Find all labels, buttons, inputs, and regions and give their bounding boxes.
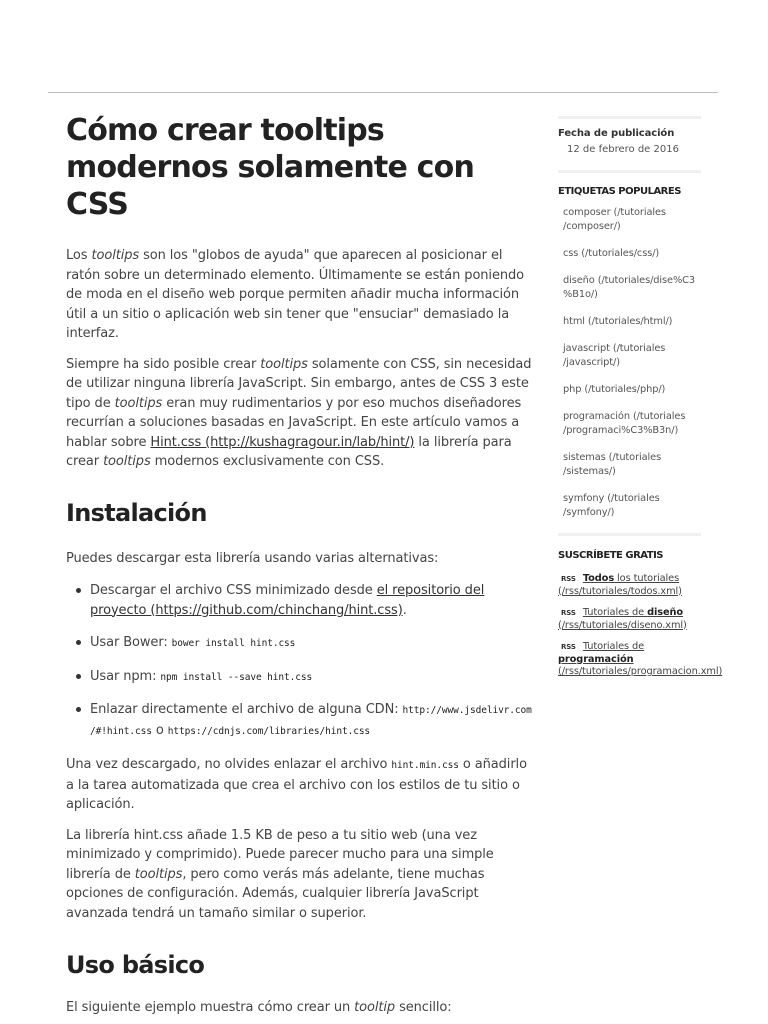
bower-command: bower install hint.css (171, 638, 296, 649)
tag-list (558, 206, 701, 520)
rss-icon: RSS (561, 643, 576, 651)
after-download-paragraph: Una vez descargado, no olvides enlazar el archivo hint.min.css o añadirlo a la tarea automatizada que crea el archivo con los estilos de tu sitio o aplicación. (66, 757, 527, 812)
publication-date: 12 de febrero de 2016 (567, 144, 679, 155)
rss-icon: RSS (561, 575, 576, 583)
popular-tags-heading: ETIQUETAS POPULARES (558, 186, 681, 197)
article (66, 112, 538, 1018)
feed-link-diseno[interactable]: Tutoriales de diseño (/rss/tutoriales/diseno.xml) (558, 607, 687, 631)
sidebar-divider (558, 116, 701, 119)
heading-uso-basico: Uso básico (66, 951, 205, 979)
header-divider (48, 92, 718, 93)
intro-paragraph-1: Los tooltips son los "globos de ayuda" que aparecen al posicionar el ratón sobre un determinado elemento. Últimamente se están poniendo de moda en el diseño web porque permiten añadir mucha información útil a un sitio o aplicación web sin tener que "ensuciar" demasiado la interfaz. (66, 248, 524, 341)
sidebar-divider (558, 533, 701, 536)
sidebar (558, 116, 723, 688)
intro-paragraph-2: Siempre ha sido posible crear tooltips solamente con CSS, sin necesidad de utilizar ninguna librería JavaScript. Sin embargo, antes de CSS 3 este tipo de tooltips eran muy rudimentarios y por eso muchos diseñadores recurrían a soluciones basadas en JavaScript. En este artículo vamos a hablar sobre Hint.css (http://kushagragour.in/lab/hint/) la librería para crear tooltips modernos exclusivamente con CSS. (66, 356, 532, 469)
tag-link-javascript[interactable]: javascript (/tutoriales /javascript/) (563, 343, 666, 368)
list-item: Usar npm: npm install --save hint.css (66, 667, 538, 688)
tag-link-sistemas[interactable]: sistemas (/tutoriales /sistemas/) (563, 452, 662, 477)
tag-link-diseno[interactable]: diseño (/tutoriales/dise%C3 %B1o/) (563, 275, 696, 300)
tag-link-programacion[interactable]: programación (/tutoriales /programaci%C3%B3n/) (563, 411, 686, 436)
install-options-list (66, 581, 538, 741)
subscribe-heading: SUSCRÍBETE GRATIS (558, 550, 663, 561)
sidebar-divider (558, 170, 701, 173)
list-item: Usar Bower: bower install hint.css (66, 633, 538, 654)
tag-link-symfony[interactable]: symfony (/tutoriales /symfony/) (563, 493, 660, 518)
repo-link[interactable]: el repositorio del proyecto (https://github.com/chinchang/hint.css) (90, 583, 485, 618)
publication-label: Fecha de publicación (558, 128, 675, 139)
feed-item-diseno[interactable] (558, 607, 701, 632)
hint-css-link[interactable]: Hint.css (http://kushagragour.in/lab/hint/) (150, 434, 415, 450)
npm-command: npm install --save hint.css (160, 671, 313, 683)
feed-item-todos[interactable] (558, 573, 701, 598)
size-paragraph: La librería hint.css añade 1.5 KB de peso a tu sitio web (una vez minimizado y comprimido). Puede parecer mucho para una simple librería de tooltips, pero como verás más adelante, tiene muchas opciones de configuración. Además, cualquier librería JavaScript avanzada tendrá un tamaño similar o superior. (66, 827, 494, 921)
rss-icon: RSS (561, 609, 576, 617)
heading-instalacion: Instalación (66, 498, 207, 527)
tag-link-php[interactable]: php (/tutoriales/php/) (563, 384, 666, 395)
feed-link-todos[interactable]: Todos los tutoriales (/rss/tutoriales/todos.xml) (558, 573, 682, 597)
list-item: Descargar el archivo CSS minimizado desde el repositorio del proyecto (https://github.com/chinchang/hint.css). (66, 581, 538, 620)
list-item: Enlazar directamente el archivo de alguna CDN: http://www.jsdelivr.com /#!hint.css o https://cdnjs.com/libraries/hint.css (66, 700, 538, 741)
instalacion-intro: Puedes descargar esta librería usando varias alternativas: (66, 550, 439, 566)
uso-paragraph: El siguiente ejemplo muestra cómo crear un tooltip sencillo: (66, 1000, 452, 1015)
article-title: Cómo crear tooltips modernos solamente con CSS (66, 113, 474, 222)
feed-link-programacion[interactable]: Tutoriales de programación (/rss/tutoriales/programacion.xml) (558, 641, 723, 677)
tag-link-html[interactable]: html (/tutoriales/html/) (563, 316, 673, 327)
tag-link-css[interactable]: css (/tutoriales/css/) (563, 248, 660, 259)
feed-item-programacion[interactable] (558, 641, 723, 679)
tag-link-composer[interactable]: composer (/tutoriales /composer/) (563, 207, 666, 232)
